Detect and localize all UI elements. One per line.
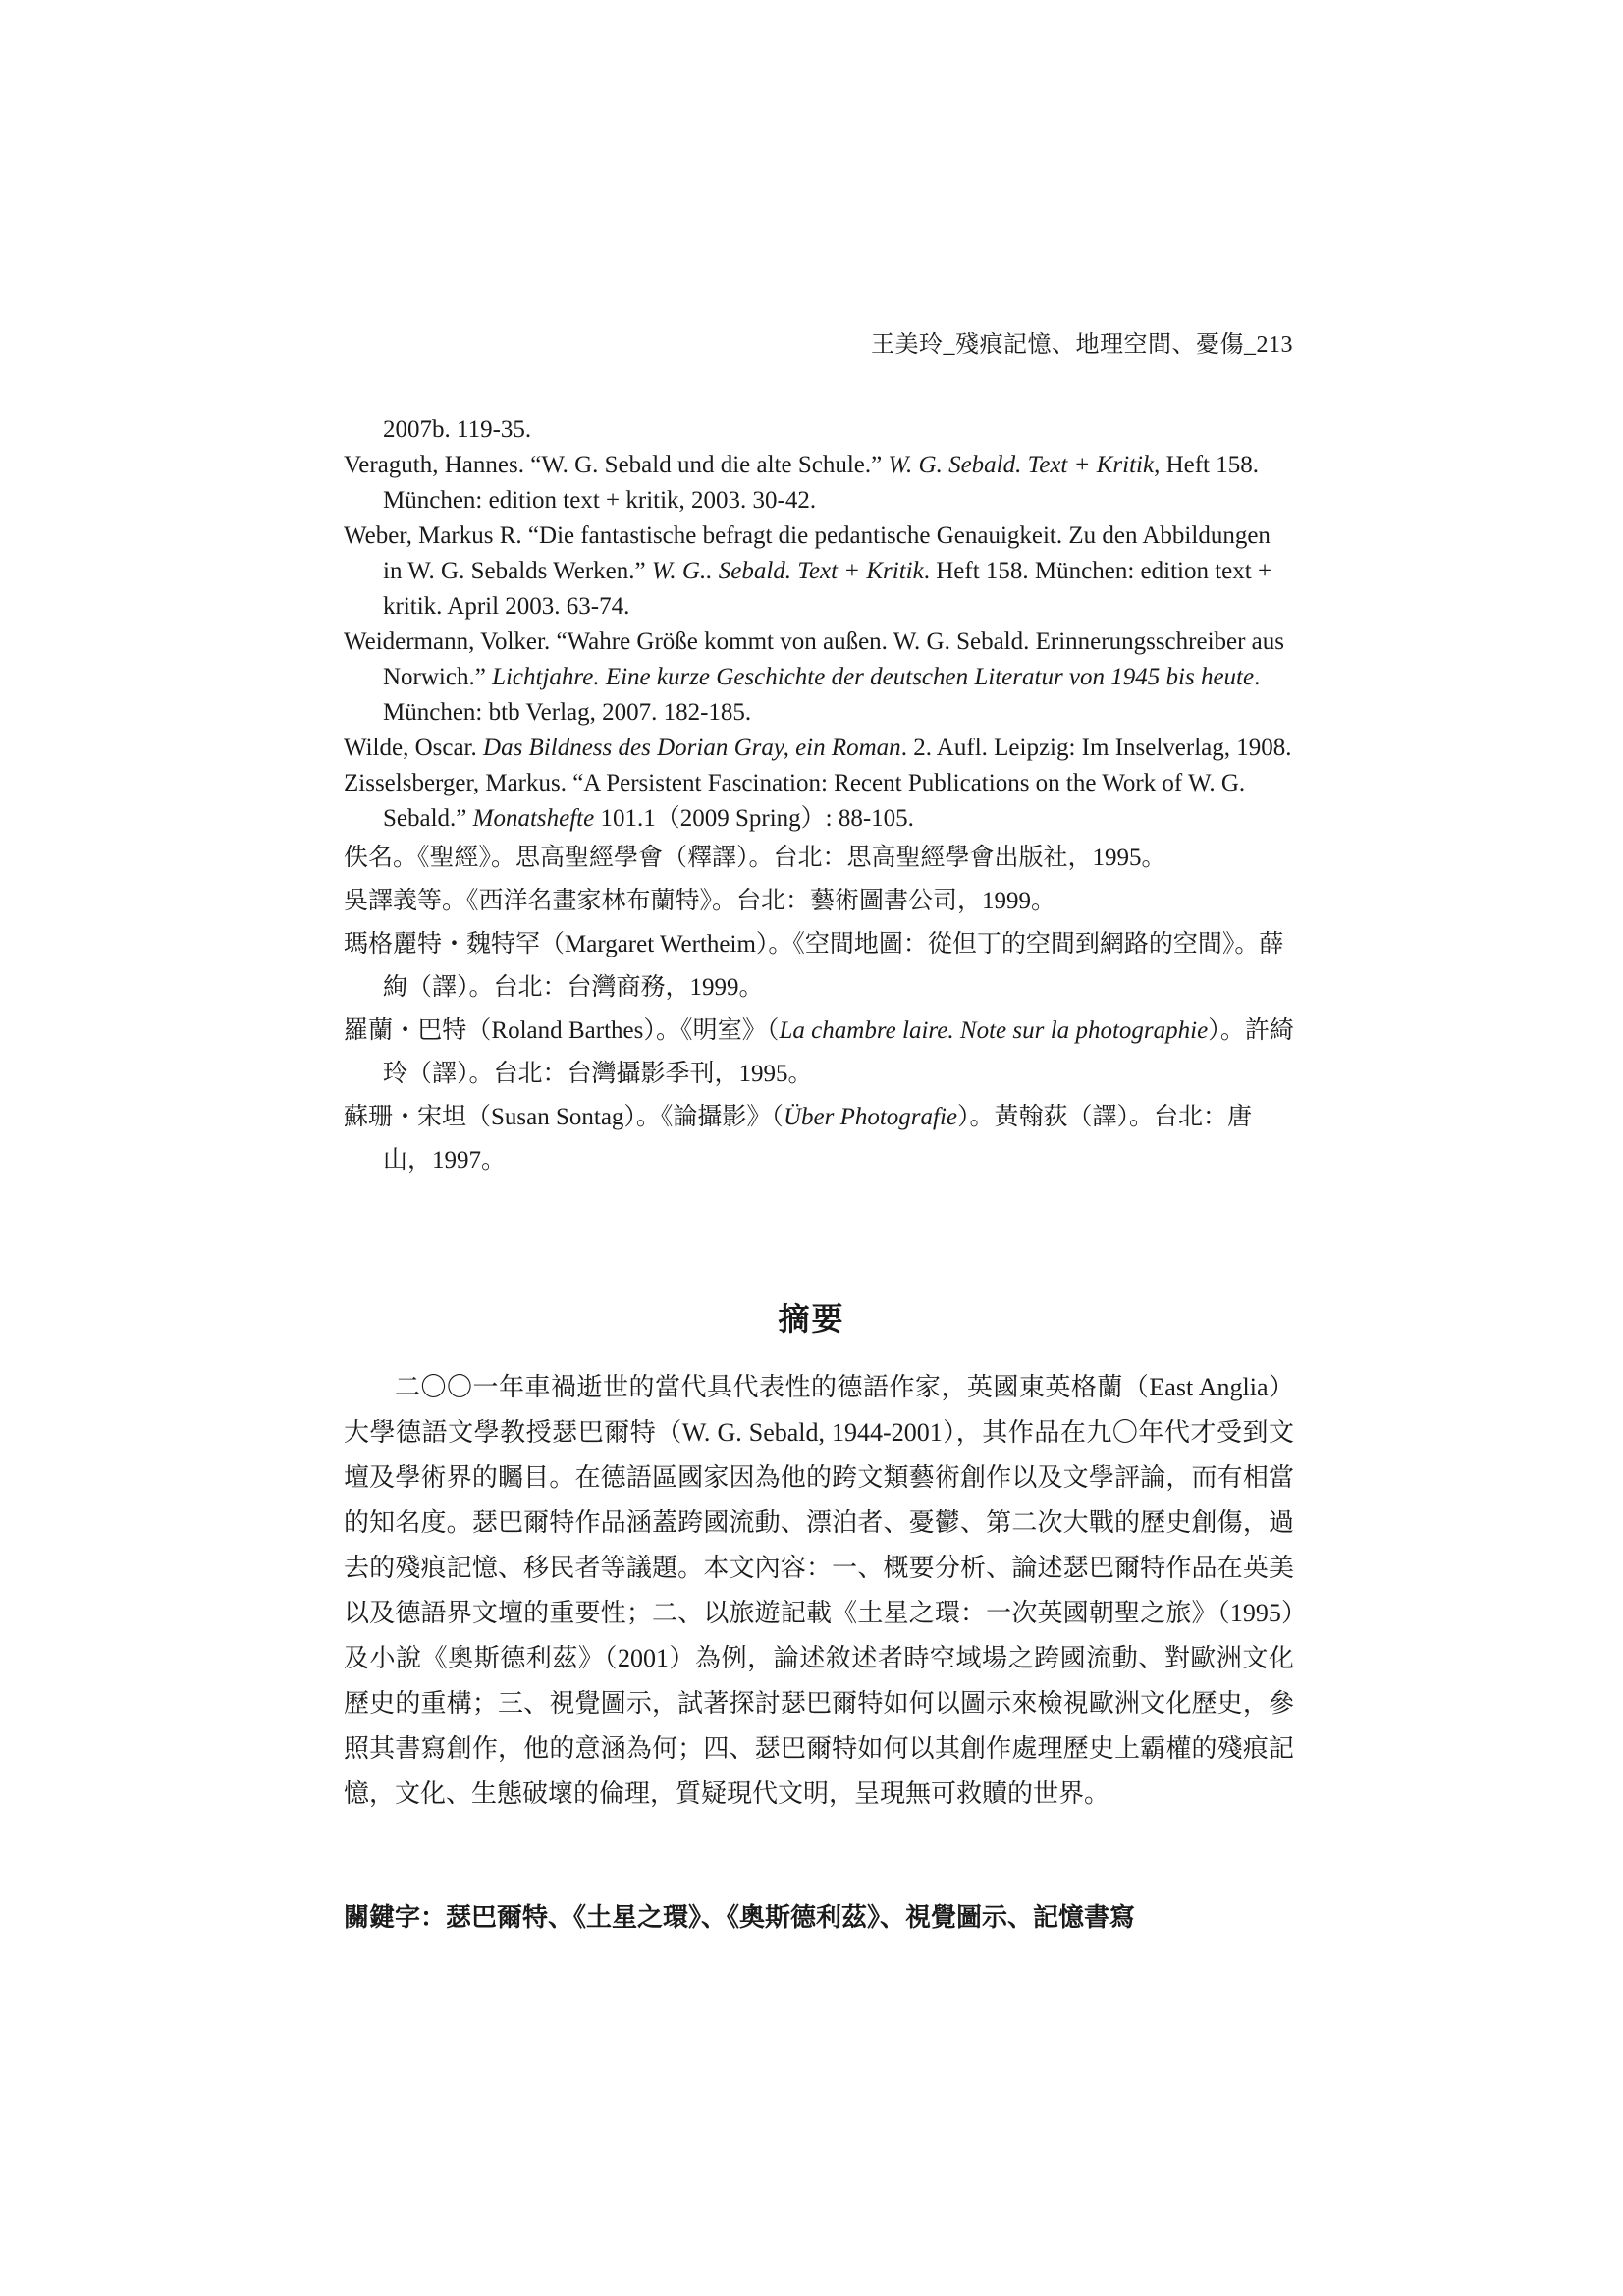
reference-title: W. G. Sebald. Text + Kritik <box>888 452 1155 478</box>
reference-entry <box>344 880 1294 923</box>
reference-entry <box>344 923 1294 1010</box>
reference-text: Weber, Markus R. “Die fantastische befragt die pedantische Genauigkeit. Zu den Abbildungen in W. G. Sebalds Werken.” <box>344 522 1271 584</box>
reference-text: ）。黃翰荻（譯）。台北：唐山，1997。 <box>383 1104 1253 1174</box>
reference-text: 蘇珊・宋坦（Susan Sontag）。《論攝影》（ <box>344 1104 784 1130</box>
reference-text: . Heft 158. München: edition text + kritik. April 2003. 63-74. <box>383 558 1272 620</box>
reference-text: 吳譯義等。《西洋名畫家林布蘭特》。台北：藝術圖書公司，1999。 <box>344 888 1056 914</box>
reference-text: Zisselsberger, Markus. “A Persistent Fascination: Recent Publications on the Work of W. G. Sebald.” <box>344 770 1246 832</box>
reference-entry <box>344 625 1294 731</box>
reference-entry <box>344 412 1294 448</box>
abstract-body: 二〇〇一年車禍逝世的當代具代表性的德語作家，英國東英格蘭（East Anglia）大學德語文學教授瑟巴爾特（W. G. Sebald, 1944-2001），其作品在九〇年代才受到文壇及學術界的矚目。在德語區國家因為他的跨文類藝術創作以及文學評論，而有相當的知名度。瑟巴爾特作品涵蓋跨國流動、漂泊者、憂鬱、第二次大戰的歷史創傷，過去的殘痕記憶、移民者等議題。本文內容：一、概要分析、論述瑟巴爾特作品在英美以及德語界文壇的重要性；二、以旅遊記載《土星之環：一次英國朝聖之旅》（1995）及小說《奧斯德利茲》（2001）為例，論述敘述者時空域場之跨國流動、對歐洲文化歷史的重構；三、視覺圖示，試著探討瑟巴爾特如何以圖示來檢視歐洲文化歷史，參照其書寫創作，他的意涵為何；四、瑟巴爾特如何以其創作處理歷史上霸權的殘痕記憶，文化、生態破壞的倫理，質疑現代文明，呈現無可救贖的世界。 <box>344 1373 1294 1808</box>
running-header: 王美玲_殘痕記憶、地理空間、憂傷_213 <box>871 332 1293 357</box>
reference-entry <box>344 1096 1294 1182</box>
reference-text: 2007b. 119-35. <box>383 416 532 443</box>
reference-title: La chambre laire. Note sur la photographie <box>779 1017 1209 1044</box>
reference-entry <box>344 519 1294 625</box>
reference-entry <box>344 448 1294 519</box>
reference-text: . 2. Aufl. Leipzig: Im Inselverlag, 1908. <box>900 735 1292 761</box>
reference-text: Veraguth, Hannes. “W. G. Sebald und die alte Schule.” <box>344 452 889 478</box>
reference-text: Weidermann, Volker. “Wahre Größe kommt von außen. W. G. Sebald. Erinnerungsschreiber aus Norwich.” <box>344 629 1285 690</box>
reference-text: Wilde, Oscar. <box>344 735 484 761</box>
reference-entry <box>344 1010 1294 1096</box>
reference-text: 101.1（2009 Spring）: 88-105. <box>594 805 914 832</box>
reference-entry <box>344 766 1294 837</box>
reference-title: Lichtjahre. Eine kurze Geschichte der deutschen Literatur von 1945 bis heute <box>492 664 1255 690</box>
reference-title: Monatshefte <box>472 805 595 832</box>
reference-title: Das Bildness des Dorian Gray, ein Roman <box>483 735 901 761</box>
reference-list <box>344 412 1294 1182</box>
abstract-title: 摘要 <box>778 1300 845 1338</box>
keywords: 關鍵字：瑟巴爾特、《土星之環》、《奧斯德利茲》、視覺圖示、記憶書寫 <box>344 1903 1136 1933</box>
reference-entry <box>344 837 1294 880</box>
reference-title: W. G.. Sebald. Text + Kritik <box>651 558 924 584</box>
reference-text: . München: btb Verlag, 2007. 182-185. <box>383 664 1261 726</box>
reference-entry <box>344 731 1294 766</box>
reference-title: Über Photografie <box>783 1104 958 1130</box>
reference-text: , Heft 158. München: edition text + kritik, 2003. 30-42. <box>383 452 1259 514</box>
reference-text: 佚名。《聖經》。思高聖經學會（釋譯）。台北：思高聖經學會出版社，1995。 <box>344 845 1166 871</box>
reference-text: 瑪格麗特・魏特罕（Margaret Wertheim）。《空間地圖：從但丁的空間到網路的空間》。薛絢（譯）。台北：台灣商務，1999。 <box>344 931 1284 1001</box>
reference-text: ）。許綺玲（譯）。台北：台灣攝影季刊，1995。 <box>383 1017 1294 1087</box>
reference-text: 羅蘭・巴特（Roland Barthes）。《明室》（ <box>344 1017 780 1044</box>
